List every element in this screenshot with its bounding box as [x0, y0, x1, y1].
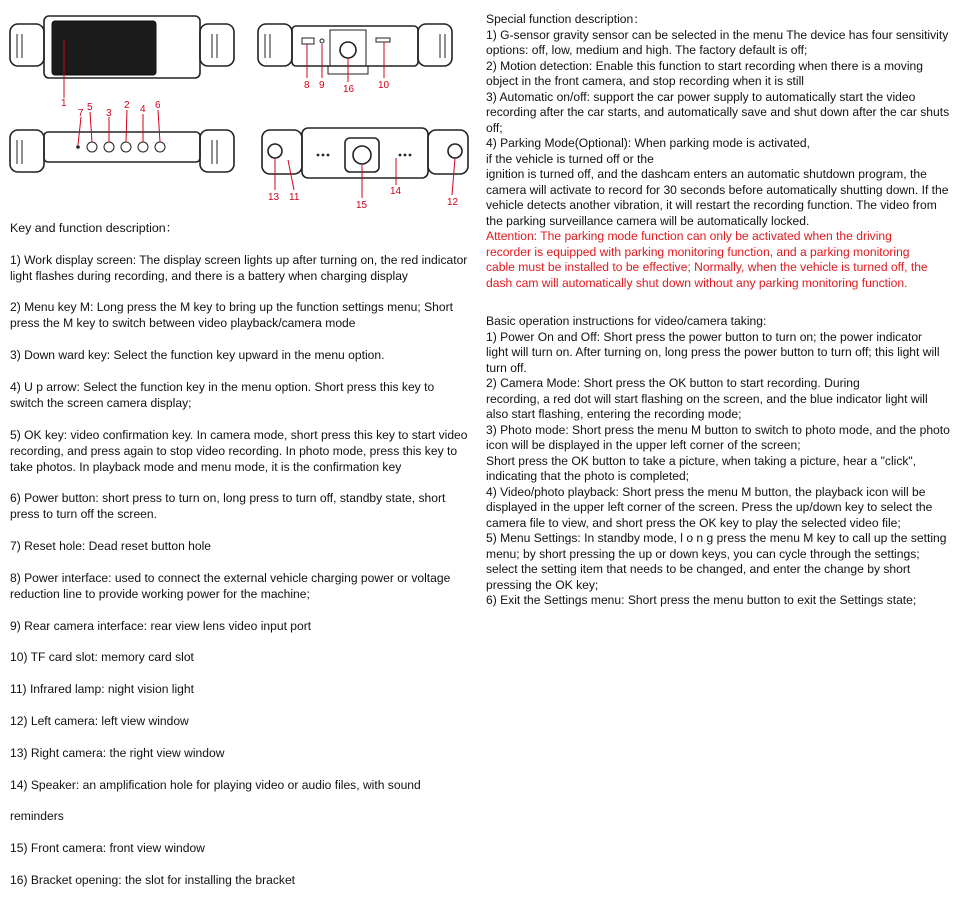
callout-4: 4: [140, 104, 146, 115]
basic-item-2: 2) Camera Mode: Short press the OK button to start recording. During recording, a red dot will start flashing on the screen, and the blue indicator light will also start flashing, entering the recording mode;: [486, 376, 928, 421]
callout-5: 5: [87, 102, 93, 113]
key-item-15: 15) Front camera: front view window: [10, 841, 205, 856]
section-gap: [486, 291, 970, 314]
key-item-10: 10) TF card slot: memory card slot: [10, 650, 194, 665]
callout-13: 13: [268, 192, 280, 203]
key-item-3: 3) Down ward key: Select the function key upward in the menu option.: [10, 348, 385, 363]
key-item-4: 4) U p arrow: Select the function key in the menu option. Short press this key to switch the screen camera display;: [10, 379, 435, 410]
callout-1: 1: [61, 98, 67, 109]
callout-6: 6: [155, 100, 161, 111]
basic-item-3: 3) Photo mode: Short press the menu M button to switch to photo mode, and the photo icon will be displayed in the upper left corner of the screen; Short press the OK button to take a picture, when taking a picture, hear a "click", indicating that the photo is completed;: [486, 422, 950, 483]
key-function-section: [10, 205, 482, 905]
basic-item-5: 5) Menu Settings: In standby mode, l o n g press the menu M key to call up the setting menu; by short pressing the up or down keys, you can cycle through the settings; select the setting item that needs to be changed, and enter the change by short pressing the OK key;: [486, 531, 947, 592]
key-item-1: 1) Work display screen: The display screen lights up after turning on, the red indicator light flashes during recording, and there is a battery when charging display: [10, 252, 468, 283]
left-column: [0, 0, 484, 888]
attention-note: Attention: The parking mode function can only be activated when the driving recorder is equipped with parking monitoring function, and a parking monitoring cable must be installed to be effective; Normally, when the vehicle is turned off, the dash cam will automatically shut down without any parking monitoring function.: [486, 229, 928, 290]
product-diagram: [0, 0, 484, 210]
right-column: [486, 0, 970, 607]
basic-item-6: 6) Exit the Settings menu: Short press the menu button to exit the Settings state;: [486, 593, 917, 607]
key-item-5: 5) OK key: video confirmation key. In camera mode, short press this key to start video recording, and press again to stop video recording. In photo mode, press this key to take photos. In playback mode and menu mode, it is the confirmation key: [10, 427, 468, 474]
special-item-1: 1) G-sensor gravity sensor can be selected in the menu The device has four sensitivity options: off, low, medium and high. The factory default is off;: [486, 27, 949, 57]
key-item-13: 13) Right camera: the right view window: [10, 745, 225, 760]
callout-15: 15: [356, 200, 368, 210]
cameras-view: [262, 128, 468, 178]
callout-12: 12: [447, 197, 459, 208]
instructions-text: [486, 12, 970, 609]
callout-14: 14: [390, 186, 402, 197]
basic-item-4: 4) Video/photo playback: Short press the menu M button, the playback icon will be displayed in the upper left corner of the screen. Press the up/down key to select the camera file to view, and short press the OK key to play the selected video file;: [486, 484, 933, 530]
key-item-11: 11) Infrared lamp: night vision light: [10, 682, 194, 697]
special-section-title: Special function description：: [486, 12, 646, 26]
basic-item-1: 1) Power On and Off: Short press the power button to turn on; the power indicator light will turn on. After turning on, long press the power button to turn off; this light will turn off.: [486, 329, 940, 375]
key-section-title: Key and function description：: [10, 220, 179, 235]
key-item-14: 14) Speaker: an amplification hole for playing video or audio files, with sound reminders: [10, 777, 421, 824]
callout-11: 11: [289, 192, 300, 203]
callout-7: 7: [78, 108, 84, 119]
callout-9: 9: [319, 80, 325, 91]
screen-view: [10, 16, 234, 78]
special-item-2: 2) Motion detection: Enable this function to start recording when there is a moving object in the front camera, and stop recording when it is still: [486, 58, 923, 88]
buttons-view: [10, 130, 234, 172]
key-item-2: 2) Menu key M: Long press the M key to bring up the function settings menu; Short press the M key to switch between video playback/camera mode: [10, 300, 453, 331]
callout-3: 3: [106, 108, 112, 119]
basic-section-title: Basic operation instructions for video/camera taking:: [486, 314, 767, 328]
key-item-12: 12) Left camera: left view window: [10, 714, 189, 728]
top-view: [258, 24, 452, 74]
special-item-3: 3) Automatic on/off: support the car power supply to automatically start the video recording after the car starts, and automatically save and shut down after the car shuts off;: [486, 89, 950, 135]
special-item-4: 4) Parking Mode(Optional): When parking mode is activated, if the vehicle is turned off or the ignition is turned off, and the dashcam enters an automatic shutdown program, the camera will activate to record for 30 seconds before automatically shutting down. If the vehicle detects another vibration, it will restart the recording function. The video from the parking surveillance camera will be automatically locked.: [486, 136, 949, 228]
key-item-8: 8) Power interface: used to connect the external vehicle charging power or voltage reduction line to provide working power for the machine;: [10, 570, 451, 601]
callout-numbers: [61, 80, 459, 210]
callout-8: 8: [304, 80, 310, 91]
key-item-6: 6) Power button: short press to turn on, long press to turn off, standby state, short press to turn off the screen.: [10, 491, 446, 522]
callout-16: 16: [343, 84, 355, 95]
key-item-9: 9) Rear camera interface: rear view lens video input port: [10, 618, 312, 633]
key-item-16: 16) Bracket opening: the slot for installing the bracket: [10, 873, 296, 888]
key-item-7: 7) Reset hole: Dead reset button hole: [10, 539, 212, 554]
callout-2: 2: [124, 100, 130, 111]
callout-10: 10: [378, 80, 390, 91]
